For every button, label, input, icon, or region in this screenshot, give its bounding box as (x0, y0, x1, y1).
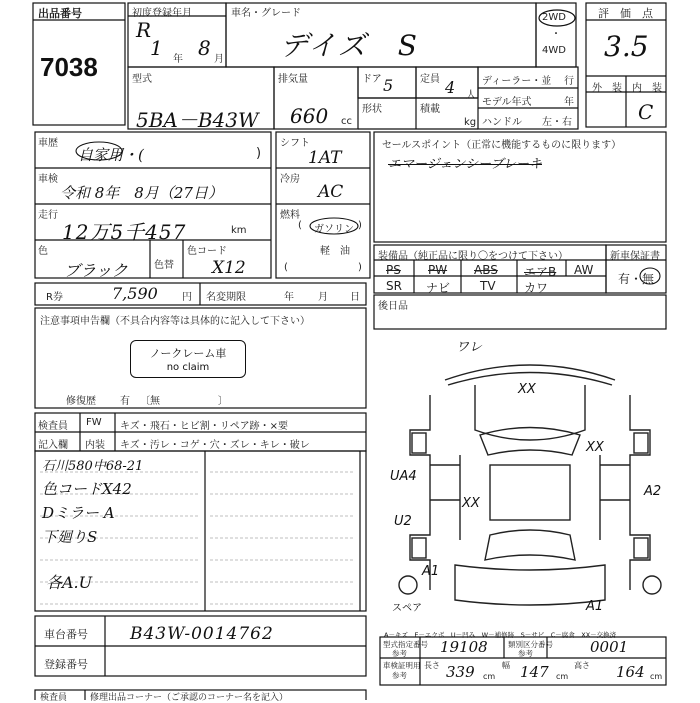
cert-label: 車検証明用 (383, 661, 421, 670)
history-close: ) (256, 146, 262, 161)
chassis-label: 車台番号 (44, 628, 88, 641)
color-value: ブラック (64, 261, 128, 280)
footer-label: 検査員 (40, 693, 68, 703)
name-change-label: 名変期限 (206, 292, 246, 303)
displacement-value: 660 (290, 104, 329, 128)
fw-label: FW (86, 417, 102, 428)
height-value: 164 (616, 663, 645, 681)
overall-grade: 3.5 (604, 30, 649, 63)
mark-left-door: XX (462, 496, 480, 511)
mark-left-side: UA4 (390, 469, 417, 484)
history-label: 車歴 (38, 138, 58, 149)
shift-label: シフト (280, 138, 310, 149)
footer-text: 修理出品コーナー（ご承認のコーナー名を記入） (90, 693, 289, 703)
color-label: 色 (38, 246, 48, 257)
mark-rear-right: A1 (586, 599, 604, 614)
nc-year: 年 (284, 292, 294, 303)
note-line-5: 各A.U (46, 573, 93, 592)
mark-right-front: XX (586, 440, 604, 455)
length-label: 長さ (424, 661, 440, 670)
designation-label: 型式指定番号 (383, 640, 428, 649)
fuel-gasoline: ガソリン (314, 224, 354, 235)
lot-number-label: 出品番号 (38, 7, 82, 20)
car-name: デイズ S (280, 29, 419, 62)
equip-sr: SR (386, 279, 402, 293)
mark-rear-left: A1 (422, 564, 440, 579)
cert-sub: 参考 (392, 671, 407, 680)
year-unit: 年 (173, 54, 183, 65)
load-label: 積載 (420, 104, 440, 115)
note-line-3: Dミラー A (42, 504, 115, 522)
category-label: 類別区分番号 (508, 640, 553, 649)
equip-navi: ナビ (426, 281, 451, 295)
height-label: 高さ (574, 661, 590, 670)
handle-label: ハンドル (482, 117, 522, 128)
repair-close: 〕 (218, 396, 228, 407)
displacement-label: 排気量 (278, 74, 308, 85)
capacity-value: 4 (445, 78, 456, 97)
history-value: 自家用・( (78, 146, 144, 164)
note-line-1: 石川580中68-21 (42, 459, 144, 474)
registration-label: 登録番号 (44, 658, 88, 671)
dealer-label: ディーラー・並 (482, 76, 552, 87)
color-code-label: 色コード (187, 246, 227, 257)
mark-top: ワレ (456, 340, 483, 355)
inspector-label: 検査員 (38, 421, 68, 432)
equip-ps: PS (386, 263, 401, 277)
equipment-label: 装備品（純正品に限り〇をつけて下さい） (378, 251, 568, 262)
history-circle-mark (74, 140, 124, 162)
shift-value: 1AT (308, 148, 342, 168)
inspection-value: 令和 8年 8月（27日） (60, 184, 223, 202)
inspector-line2: キズ・汚レ・コゲ・穴・ズレ・キレ・破レ (120, 440, 310, 451)
height-unit: cm (650, 672, 663, 681)
recycle-unit: 円 (182, 292, 192, 303)
sales-point-label: セールスポイント（正常に機能するものに限ります） (382, 140, 622, 151)
designation-sub: 参考 (392, 649, 407, 658)
car-name-label: 車名・グレード (231, 8, 301, 19)
drive-2wd: 2WD (542, 12, 566, 23)
handle-value: 左・右 (542, 117, 572, 128)
nc-month: 月 (318, 292, 328, 303)
mileage-label: 走行 (38, 210, 58, 221)
after-items-label: 後日品 (378, 301, 408, 312)
month-unit: 月 (214, 54, 224, 65)
repair-value: 有 (120, 396, 130, 407)
nc-day: 日 (350, 292, 360, 303)
fuel-paren-open: ( (298, 220, 302, 231)
warranty-circle-mark (638, 266, 662, 286)
width-label: 幅 (502, 661, 510, 670)
model-code: 5BA－B43W (136, 108, 259, 132)
month-value: 8 (198, 36, 211, 60)
equip-tv: TV (480, 279, 496, 293)
inspector-line1: キズ・飛石・ヒビ割・リペア跡・×要 (120, 421, 288, 432)
spare-label: スペア (392, 603, 422, 614)
width-unit: cm (556, 672, 569, 681)
mileage-value: 12万5千457 (62, 220, 187, 244)
color-code: X12 (212, 258, 246, 278)
drive-4wd: 4WD (542, 45, 566, 56)
chassis-number: B43W-0014762 (130, 624, 274, 644)
mark-right-a2: A2 (644, 484, 662, 499)
note-line-4: 下廻りS (42, 528, 98, 546)
recycle-label: R券 (46, 292, 63, 303)
sales-point-value: エマージェンシーブレーキ (388, 157, 542, 172)
model-year-label: モデル年式 (482, 97, 532, 108)
era-value: R (136, 18, 152, 42)
length-value: 339 (446, 663, 475, 681)
mark-left-u2: U2 (394, 514, 412, 529)
grade-label: 評 価 点 (598, 7, 653, 20)
first-registration-label: 初度登録年月 (132, 8, 192, 19)
interior-short-label: 内装 (85, 440, 105, 451)
category-number: 0001 (590, 638, 629, 656)
capacity-unit: 人 (466, 90, 476, 101)
equip-abs: ABS (474, 263, 498, 277)
notice-label: 注意事項申告欄（不具合内容等は具体的に記入して下さい） (40, 316, 310, 327)
repaint-label: 色替 (154, 260, 174, 271)
no-claim-title: ノークレーム車 (149, 347, 227, 360)
displacement-unit: cc (341, 116, 352, 127)
damage-legend: A－キズ E－エクボ U－凹み W－補修跡 S－サビ C－腐食 XX－交換済 (384, 631, 617, 639)
load-unit: kg (464, 117, 477, 128)
inspection-label: 車検 (38, 174, 58, 185)
model-label: 型式 (132, 74, 152, 85)
fuel-paren-close: ) (358, 220, 362, 231)
new-warranty-label: 新車保証書 (610, 251, 660, 262)
new-warranty-value: 有・無 (618, 272, 655, 286)
fuel-diesel: 軽 油 (320, 246, 350, 257)
designation-number: 19108 (440, 638, 488, 656)
no-claim-sub: no claim (166, 362, 210, 373)
fuel-label: 燃料 (280, 210, 300, 221)
capacity-label: 定員 (420, 74, 440, 85)
mileage-unit: km (231, 225, 247, 236)
equip-airbag: エアB (524, 265, 557, 279)
car-damage-diagram (390, 335, 666, 625)
repair-bracket: 〔無 (140, 396, 160, 407)
mark-hood: XX (518, 382, 536, 397)
entry-label: 記入欄 (38, 440, 68, 451)
width-value: 147 (520, 663, 549, 681)
drive-dot: ・ (551, 29, 561, 40)
interior-label: 内 装 (632, 83, 662, 94)
lot-number: 7038 (40, 52, 98, 82)
category-sub: 参考 (518, 649, 533, 658)
note-line-2: 色コードX42 (42, 480, 132, 498)
exterior-label: 外 装 (592, 83, 622, 94)
year-value: 1 (150, 36, 163, 60)
door-label: ドア (362, 74, 382, 85)
fuel-paren-close-2: ) (358, 262, 362, 273)
no-claim-box (130, 340, 246, 378)
ac-value: AC (318, 182, 344, 202)
repair-label: 修復歴 (66, 396, 96, 407)
fuel-circle-mark (308, 216, 360, 236)
shape-label: 形状 (362, 104, 382, 115)
length-unit: cm (483, 672, 496, 681)
ac-label: 冷房 (280, 174, 300, 185)
interior-grade: C (638, 100, 654, 124)
fuel-paren-open-2: ( (284, 262, 288, 273)
equip-leather: カワ (524, 281, 549, 295)
equip-aw: AW (574, 263, 594, 277)
equip-pw: PW (428, 263, 448, 277)
recycle-value: 7,590 (112, 284, 158, 303)
dealer-mark: 行 (564, 76, 574, 87)
door-count: 5 (383, 76, 394, 95)
model-year-unit: 年 (564, 97, 574, 108)
